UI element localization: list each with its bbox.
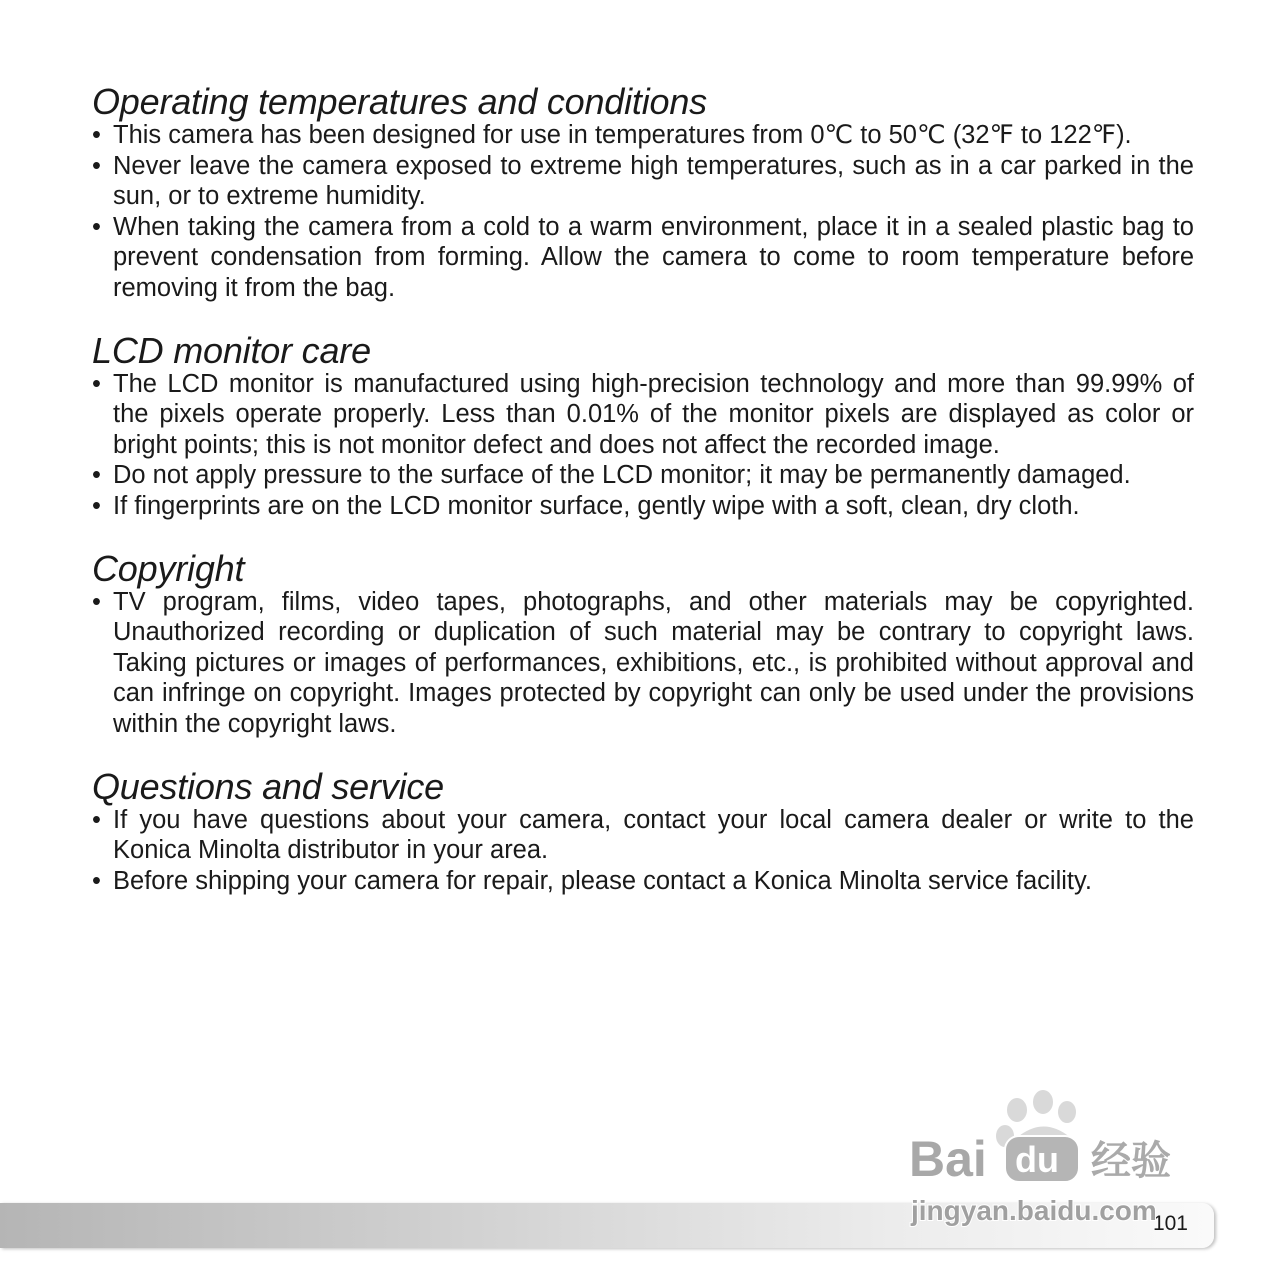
section-title: LCD monitor care [92,329,371,371]
list-item-text: Do not apply pressure to the surface of the LCD monitor; it may be permanently damaged. [113,461,1131,490]
list-item-text: Never leave the camera exposed to extreme high temperatures, such as in a car parked in the sun, or to extreme humidity. [113,151,1194,211]
page-number: 101 [1152,1212,1188,1235]
list-item-text: If fingerprints are on the LCD monitor surface, gently wipe with a soft, clean, dry cloth. [113,491,1080,520]
section-title: Copyright [92,547,245,589]
list-item [92,491,1194,522]
bullet-mark: • [92,151,101,180]
watermark-url: jingyan.baidu.com [911,1195,1157,1226]
list-item [92,866,1194,897]
bullet-list [92,120,1194,304]
bullet-mark: • [92,587,101,616]
list-item [92,369,1194,461]
document-body [92,82,1194,923]
section-title: Questions and service [92,765,444,807]
section-copyright [92,549,1194,740]
list-item-text: This camera has been designed for use in temperatures from 0℃ to 50℃ (32℉ to 122℉). [113,121,1132,149]
bullet-mark: • [92,121,101,149]
section-questions-and-service [92,767,1194,897]
list-item-text: The LCD monitor is manufactured using high-precision technology and more than 99.99% of the pixels operate properly. Less than 0.01% of the monitor pixels are displayed as color or bright points; this is not monitor defect and does not affect the recorded image. [113,369,1194,459]
section-operating-temperatures [92,82,1194,304]
list-item [92,120,1194,151]
section-title: Operating temperatures and conditions [92,81,707,122]
list-item [92,212,1194,304]
baidu-watermark [905,1088,1205,1238]
list-item [92,587,1194,740]
list-item-text: If you have questions about your camera, contact your local camera dealer or write to the Konica Minolta distributor in your area. [113,805,1194,865]
list-item-text: When taking the camera from a cold to a warm environment, place it in a sealed plastic bag to prevent condensation from forming. Allow the camera to come to room temperature before removing it from the bag. [113,212,1194,302]
bullet-mark: • [92,212,101,241]
bullet-list [92,369,1194,522]
list-item-text: Before shipping your camera for repair, please contact a Konica Minolta service facility. [113,866,1092,895]
bullet-mark: • [92,461,101,490]
bullet-list [92,805,1194,897]
list-item-text: TV program, films, video tapes, photographs, and other materials may be copyrighted. Unauthorized recording or duplication of such material may be contrary to copyright laws. Taking pictures or images of performances, exhibitions, etc., is prohibited without approval and can infringe on copyright. Images protected by copyright can only be used under the provisions within the copyright laws. [113,587,1194,738]
bullet-mark: • [92,369,101,398]
list-item [92,151,1194,212]
bullet-mark: • [92,491,101,520]
watermark-brand-left: Bai [909,1131,987,1187]
list-item [92,460,1194,491]
bullet-mark: • [92,805,101,834]
bullet-mark: • [92,866,101,895]
watermark-badge-text: du [1015,1139,1059,1180]
watermark-brand-cn: 经验 [1091,1139,1171,1183]
list-item [92,805,1194,866]
section-lcd-monitor-care [92,331,1194,522]
bullet-list [92,587,1194,740]
